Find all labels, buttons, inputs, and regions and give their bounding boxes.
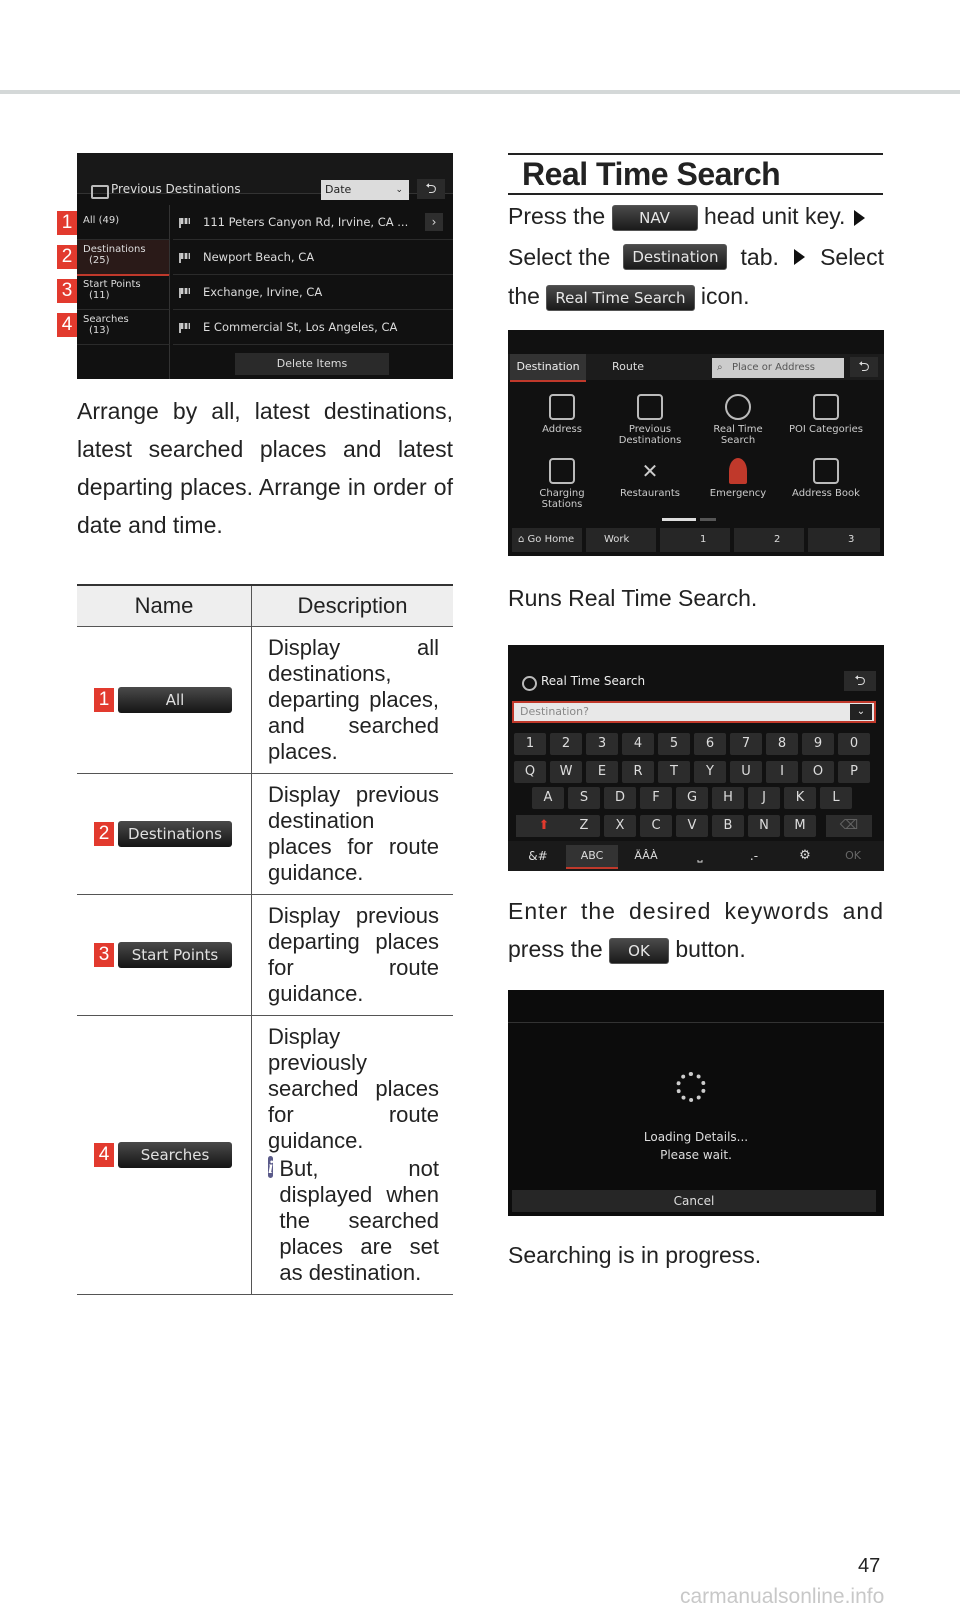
real-time-search-tile[interactable]: Real Time Search [698,394,778,446]
destination-menu-screenshot [508,330,884,556]
key-i[interactable]: I [766,761,798,783]
globe-search-icon [522,676,537,691]
row-badge: 1 [94,688,114,712]
shift-key[interactable]: ⬆ [516,815,572,837]
searches-button: Searches [118,1142,232,1168]
search-icon: ⌕ [717,362,723,373]
key-n[interactable]: N [748,815,780,837]
row-description: Display all destinations, departing places, and searched places. [252,627,454,774]
key-c[interactable]: C [640,815,672,837]
sort-select[interactable]: Date ⌄ [321,180,409,200]
key-u[interactable]: U [730,761,762,783]
key-8[interactable]: 8 [766,733,798,755]
info-icon: i [268,1157,274,1177]
favorite-go-home[interactable]: ⌂ Go Home [512,528,582,552]
abc-key[interactable]: ABC [566,845,618,869]
watermark: carmanualsonline.info [680,1585,885,1608]
emergency-light-icon [729,458,747,484]
restaurants-tile[interactable]: ✕ Restaurants [620,459,680,499]
favorite-1[interactable]: 1 [660,528,730,552]
page-number: 47 [858,1555,881,1577]
destination-tab-key: Destination [623,244,727,270]
key-h[interactable]: H [712,787,744,809]
back-icon[interactable]: ⮌ [417,179,445,199]
folder-icon [91,185,109,199]
poi-categories-tile[interactable]: POI Categories [786,394,866,435]
chevron-down-icon: ⌄ [395,185,403,195]
arrow-right-icon [794,249,805,265]
key-t[interactable]: T [658,761,690,783]
settings-gear-icon[interactable]: ⚙ [799,848,811,863]
key-z[interactable]: Z [568,815,600,837]
search-input[interactable]: ⌕ Place or Address [712,358,844,378]
emergency-tile[interactable]: Emergency [698,458,778,499]
key-d[interactable]: D [604,787,636,809]
charging-stations-tile[interactable]: Charging Stations [522,458,602,510]
destinations-button: Destinations [118,821,232,847]
key-7[interactable]: 7 [730,733,762,755]
info-note: i But, not displayed when the searched places are set as destination. [268,1156,439,1285]
arrow-right-icon [854,210,865,226]
key-s[interactable]: S [568,787,600,809]
ok-button-key: OK [609,938,669,964]
key-6[interactable]: 6 [694,733,726,755]
step-press-nav: Press the NAV head unit key. [508,199,884,233]
utensils-icon: ✕ [641,459,659,483]
key-5[interactable]: 5 [658,733,690,755]
category-destinations[interactable]: Destinations (25) [77,240,170,276]
row-badge: 2 [94,822,114,846]
building-icon [813,394,839,420]
key-4[interactable]: 4 [622,733,654,755]
key-1[interactable]: 1 [514,733,546,755]
real-time-search-key: Real Time Search [546,285,694,311]
key-b[interactable]: B [712,815,744,837]
loading-screenshot [508,990,884,1216]
step-select-destination: Select the Destination tab. Select [508,244,884,270]
tab-destination[interactable]: Destination [510,354,586,382]
key-g[interactable]: G [676,787,708,809]
space-key[interactable]: ⎵ [697,848,703,863]
key-w[interactable]: W [550,761,582,783]
back-icon[interactable]: ⮌ [844,671,876,691]
caption-searching: Searching is in progress. [508,1242,762,1268]
row-badge: 3 [94,943,114,967]
key-l[interactable]: L [820,787,852,809]
favorite-3[interactable]: 3 [808,528,880,552]
folder-icon [637,394,663,420]
key-a[interactable]: A [532,787,564,809]
all-button: All [118,687,232,713]
screen-title: Previous Destinations [111,182,241,196]
start-points-button: Start Points [118,942,232,968]
caption-runs: Runs Real Time Search. [508,585,758,611]
favorite-2[interactable]: 2 [734,528,804,552]
flag-icon [179,323,193,333]
loading-text: Loading Details... [643,1130,749,1144]
row-description: Display previous destination places for route guidance. [252,774,454,895]
flag-icon [179,218,193,228]
arrange-paragraph: Arrange by all, latest destinations, latest searched places and latest departing places. Arrange in order of date and time. [77,398,453,538]
category-all[interactable]: All (49) [77,205,170,240]
previous-destinations-screenshot [77,153,453,379]
key-2[interactable]: 2 [550,733,582,755]
loading-spinner-icon [676,1072,706,1102]
row-badge: 4 [94,1143,114,1167]
key-y[interactable]: Y [694,761,726,783]
callout-badge-1: 1 [57,211,77,235]
step-real-time-icon: the Real Time Search icon. [508,283,750,309]
key-q[interactable]: Q [514,761,546,783]
callout-badge-3: 3 [57,279,77,303]
key-0[interactable]: 0 [838,733,870,755]
keyboard-title: Real Time Search [541,674,646,688]
callout-badge-4: 4 [57,313,77,337]
category-searches[interactable]: Searches (13) [77,310,170,345]
key-o[interactable]: O [802,761,834,783]
key-f[interactable]: F [640,787,672,809]
key-p[interactable]: P [838,761,870,783]
list-item[interactable]: E Commercial St, Los Angeles, CA [173,310,453,345]
previous-destinations-tile[interactable]: Previous Destinations [610,394,690,446]
address-icon [549,394,575,420]
address-icon-tile[interactable]: Address [522,394,602,435]
key-x[interactable]: X [604,815,636,837]
category-table [77,584,453,1295]
nav-key: NAV [612,205,698,231]
wait-text: Please wait. [660,1148,732,1162]
tab-route[interactable]: Route [612,360,644,373]
category-start-points[interactable]: Start Points (11) [77,275,170,310]
key-r[interactable]: R [622,761,654,783]
keyboard-screenshot [508,645,884,871]
col-desc-header: Description [252,585,454,627]
address-book-tile[interactable]: Address Book [786,458,866,499]
callout-badge-2: 2 [57,245,77,269]
back-icon[interactable]: ⮌ [850,357,878,377]
key-j[interactable]: J [748,787,780,809]
flag-icon [179,288,193,298]
list-item[interactable]: Newport Beach, CA [173,240,453,275]
punctuation-key[interactable]: .- [749,849,759,863]
row-description: Display previous departing places for route guidance. [252,895,454,1016]
favorite-work[interactable]: Work [586,528,656,552]
backspace-key[interactable]: ⌫ [826,815,872,837]
key-3[interactable]: 3 [586,733,618,755]
globe-icon [725,394,751,420]
list-item[interactable]: Exchange, Irvine, CA [173,275,453,310]
delete-items-button[interactable]: Delete Items [235,353,389,375]
ok-key[interactable]: OK [845,849,861,862]
cancel-button[interactable]: Cancel [512,1190,876,1212]
page-indicator [662,518,696,521]
address-book-icon [813,458,839,484]
chevron-right-icon[interactable]: › [425,213,443,231]
key-e[interactable]: E [586,761,618,783]
accent-key[interactable]: ÄÂÀ [634,849,658,862]
caption-enter-keywords: Enter the desired keywords and press the OK button. [508,898,884,962]
flag-icon [179,253,193,263]
row-description: Display previously searched places for route guidance. [268,1024,439,1153]
key-9[interactable]: 9 [802,733,834,755]
charger-icon [549,458,575,484]
destination-input[interactable]: Destination? ⌄ [512,701,876,723]
chevron-down-icon[interactable]: ⌄ [850,704,872,720]
list-item[interactable]: 111 Peters Canyon Rd, Irvine, CA ... › [173,205,453,240]
col-name-header: Name [77,585,252,627]
symbols-key[interactable]: &# [528,849,548,863]
section-heading: Real Time Search [508,153,883,195]
key-v[interactable]: V [676,815,708,837]
top-rule [0,90,960,94]
home-icon: ⌂ [518,534,525,545]
key-m[interactable]: M [784,815,816,837]
key-k[interactable]: K [784,787,816,809]
